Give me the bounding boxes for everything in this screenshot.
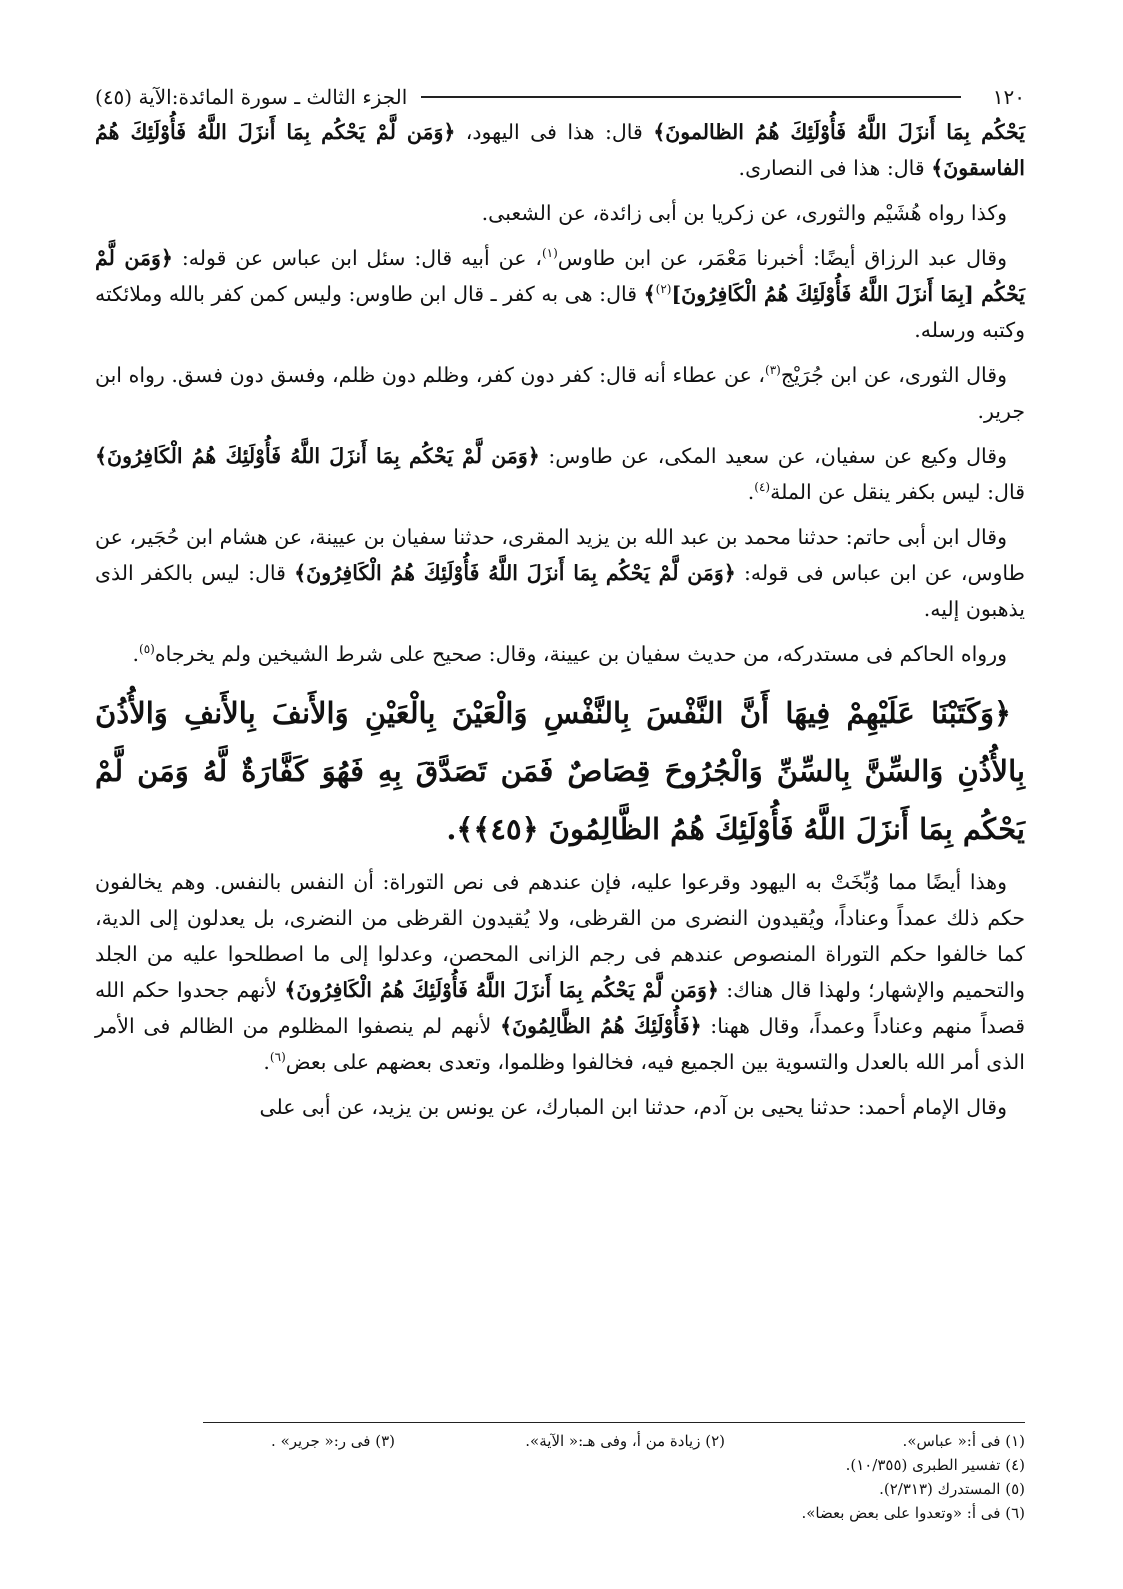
paragraph-3 <box>95 240 1025 348</box>
running-header <box>95 80 1025 114</box>
paragraph-text: قال: هذا فى النصارى. <box>738 156 932 180</box>
paragraph-text: وقال وكيع عن سفيان، عن سعيد المكى، عن طاوس: <box>539 444 1007 468</box>
header-rule <box>421 96 960 98</box>
footnote-ref: (٥) <box>139 642 155 657</box>
footnote-ref: (١) <box>541 246 558 261</box>
paragraph-text: . <box>747 480 755 504</box>
paragraph-text: لأنهم جحدوا حكم الله قصداً منهم وعناداً وعمداً، وقال ههنا: <box>95 978 1025 1038</box>
paragraph-9: وقال الإمام أحمد: حدثنا يحيى بن آدم، حدثنا ابن المبارك، عن يونس بن يزيد، عن أبى على <box>259 1095 1007 1119</box>
footnote-ref: (٤) <box>754 480 771 495</box>
paragraph-text: قال: هذا فى اليهود، <box>455 120 654 144</box>
quran-quote: ﴿فَأُوْلَئِكَ هُمُ الظَّالِمُونَ﴾ <box>500 1014 702 1038</box>
paragraph-1 <box>95 114 1025 186</box>
quran-quote-close: ﴾ <box>643 282 656 306</box>
paragraph-7 <box>95 636 1025 672</box>
paragraph-text: ورواه الحاكم فى مستدركه، من حديث سفيان بن عيينة، وقال: صحيح على شرط الشيخين ولم يخرجاه <box>154 642 1007 666</box>
footnote-ref: (٦) <box>269 1050 286 1065</box>
paragraph-8 <box>95 864 1025 1080</box>
paragraph-2: وكذا رواه هُشَيْم والثورى، عن زكريا بن أبى زائدة، عن الشعبى. <box>481 201 1007 225</box>
footnote-row <box>95 1429 1025 1453</box>
paragraph-text: وهذا أيضًا مما وُبِّخَتْ به اليهود وقرعوا عليه، فإن عندهم فى نص التوراة: أن النفس بالنفس. وهم يخالفون حكم ذلك عمداً وعناداً، ويُقيدون النضرى من القرظى، ولا يُقيدون القرظى من النضرى، بل يعدلون إلى الدية، كما خالفوا حكم التوراة المنصوص عندهم فى رجم الزانى المحصن، وعدلوا إلى ما اصطلحوا عليه من الجلد والتحميم والإشهار؛ ولهذا قال هناك: <box>95 870 1025 1002</box>
quran-quote: ﴿وَمَن لَّمْ يَحْكُم بِمَا أَنزَلَ اللَّهُ فَأُوْلَئِكَ هُمُ الْكَافِرُونَ﴾ <box>95 444 540 468</box>
footnote-2: (٢) زيادة من أ، وفى هـ:« الآية». <box>525 1432 725 1450</box>
footnote-rule <box>203 1422 1025 1423</box>
verse-block: ﴿وَكَتَبْنَا عَلَيْهِمْ فِيهَا أَنَّ النَّفْسَ بِالنَّفْسِ وَالْعَيْنَ بِالْعَيْنِ وَالأَنفَ بِالأَنفِ وَالأُذُنَ بِالأُذُنِ وَالسِّنَّ بِالسِّنِّ وَالْجُرُوحَ قِصَاصٌ فَمَن تَصَدَّقَ بِهِ فَهُوَ كَفَّارَةٌ لَّهُ وَمَن لَّمْ يَحْكُم بِمَا أَنزَلَ اللَّهُ فَأُوْلَئِكَ هُمُ الظَّالِمُونَ ﴿٤٥﴾﴾. <box>95 696 1025 846</box>
paragraph-text: قال: ليس بالكفر الذى يذهبون إليه. <box>95 561 1025 621</box>
paragraph-text: . <box>263 1050 270 1074</box>
footnote-1: (١) فى أ:« عباس». <box>902 1432 1025 1450</box>
quran-quote: يَحْكُم بِمَا أَنزَلَ اللَّهُ فَأُوْلَئِكَ هُمُ الظالمونَ﴾ <box>653 120 1025 144</box>
paragraph-text: وقال عبد الرزاق أيضًا: أخبرنا مَعْمَر، عن ابن طاوس <box>557 246 1007 270</box>
paragraph-4 <box>95 357 1025 429</box>
paragraph-text: ، عن أبيه قال: سئل ابن عباس عن قوله: <box>172 246 542 270</box>
footnote-3: (٣) فى ر:« جرير» . <box>271 1432 395 1450</box>
paragraph-text: ، عن عطاء أنه قال: كفر دون كفر، وظلم دون ظلم، وفسق دون فسق. رواه ابن جرير. <box>95 363 1025 423</box>
footnotes <box>95 1422 1025 1525</box>
paragraph-text: لأنهم لم ينصفوا المظلوم من الظالم فى الأمر الذى أمر الله بالعدل والتسوية بين الجميع فيه، فخالفوا وظلموا، وتعدى بعضهم على بعض <box>95 1014 1025 1074</box>
quran-quote: ﴿وَمَن لَّمْ يَحْكُم بِمَا أَنزَلَ اللَّهُ فَأُوْلَئِكَ هُمُ الْكَافِرُونَ﴾ <box>294 561 736 585</box>
footnote-ref: (٣) <box>765 363 781 378</box>
page-body <box>95 80 1025 1134</box>
quran-quote: ﴿وَمَن لَّمْ يَحْكُم بِمَا أَنزَلَ اللَّهُ فَأُوْلَئِكَ هُمُ الْكَافِرُونَ﴾ <box>284 978 719 1002</box>
footnote-5: (٥) المستدرك (٢/٣١٣). <box>879 1480 1025 1498</box>
quran-quote: ﴿وَمَن لَّمْ يَحْكُم بِمَا أَنزَلَ اللَّهُ فَأُوْلَئِكَ هُمُ الفاسقونَ﴾ <box>95 120 1025 180</box>
paragraph-text: . <box>132 642 139 666</box>
paragraph-text: وقال ابن أبى حاتم: حدثنا محمد بن عبد الله بن يزيد المقرى، حدثنا سفيان بن عيينة، عن هشام ابن حُجَير، عن طاوس، عن ابن عباس فى قوله: <box>95 525 1025 585</box>
paragraph-text: قال: ليس بكفر ينقل عن الملة <box>770 480 1025 504</box>
paragraph-5 <box>95 438 1025 510</box>
paragraph-6 <box>95 519 1025 627</box>
footnote-4: (٤) تفسير الطبرى (١٠/٣٥٥). <box>845 1456 1025 1474</box>
paragraph-text: قال: هى به كفر ـ قال ابن طاوس: وليس كمن كفر بالله وملائكته وكتبه ورسله. <box>95 282 1025 342</box>
page-number: ١٢٠ <box>992 85 1025 109</box>
paragraph-text: وقال الثورى، عن ابن جُرَيْج <box>780 363 1008 387</box>
footnote-6: (٦) فى أ: «وتعدوا على بعض بعضا». <box>801 1504 1025 1522</box>
footnote-ref: (٢) <box>655 282 672 297</box>
header-title: الجزء الثالث ـ سورة المائدة:الآية (٤٥) <box>95 85 408 109</box>
quran-quote: ﴿وَمَن لَّمْ يَحْكُم [بِمَا أَنزَلَ اللَّهُ فَأُوْلَئِكَ هُمُ الْكَافِرُونَ] <box>95 246 1026 306</box>
